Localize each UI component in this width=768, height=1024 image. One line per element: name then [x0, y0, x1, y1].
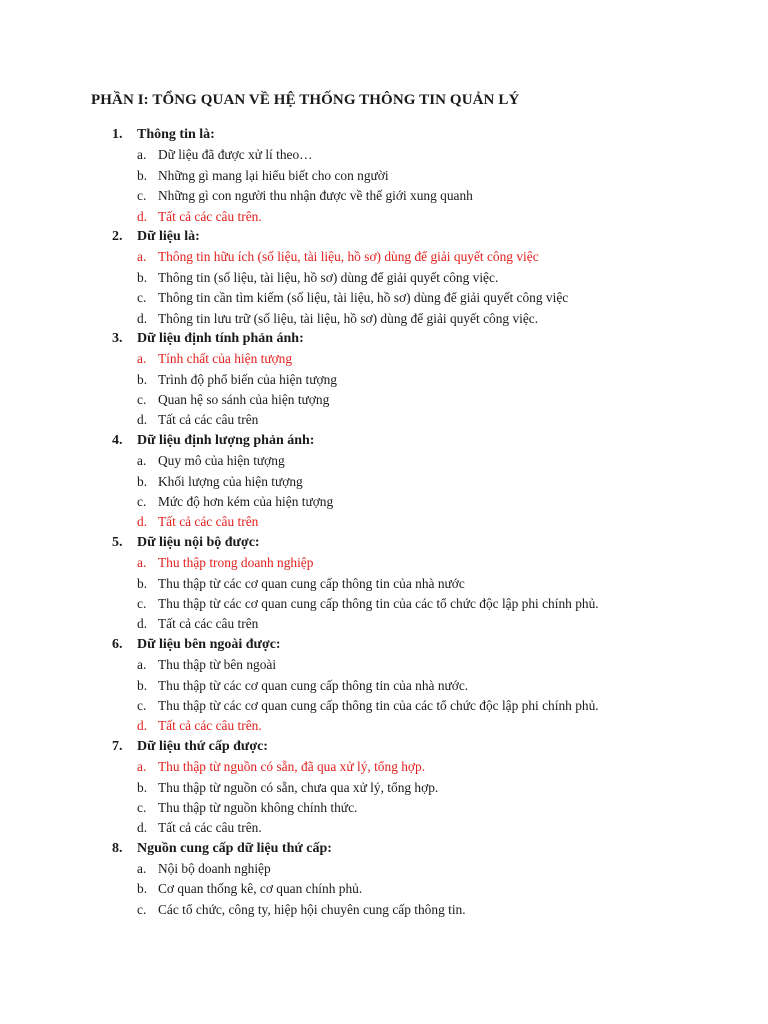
- option-letter: c.: [137, 901, 147, 917]
- answer-option: [0, 390, 768, 410]
- option-letter: c.: [137, 697, 147, 713]
- option-letter: a.: [137, 351, 147, 367]
- option-text: Mức độ hơn kém của hiện tượng: [158, 494, 334, 510]
- option-text: Những gì mang lại hiểu biết cho con người: [158, 167, 389, 183]
- question-text: Dữ liệu nội bộ được:: [137, 534, 260, 550]
- option-letter: d.: [137, 310, 148, 326]
- option-text: Cơ quan thống kê, cơ quan chính phủ.: [158, 881, 363, 897]
- answer-option: [0, 186, 768, 206]
- option-text: Nội bộ doanh nghiệp: [158, 861, 271, 877]
- option-text: Thu thập từ các cơ quan cung cấp thông tin của các tổ chức độc lập phi chính phủ.: [158, 595, 599, 611]
- answer-option: [0, 288, 768, 308]
- answer-option-correct: [0, 512, 768, 532]
- answer-option-correct: [0, 757, 768, 777]
- answer-option: [0, 451, 768, 471]
- answer-option: [0, 859, 768, 879]
- option-letter: c.: [137, 188, 147, 204]
- answer-option: [0, 594, 768, 614]
- question-number: 3.: [112, 330, 123, 346]
- option-text: Những gì con người thu nhận được về thế giới xung quanh: [158, 188, 473, 204]
- question-text: Dữ liệu định tính phản ánh:: [137, 330, 304, 346]
- option-letter: b.: [137, 167, 148, 183]
- answer-option-correct: [0, 553, 768, 573]
- question-text: Dữ liệu là:: [137, 228, 200, 244]
- question-6: [0, 635, 768, 655]
- answer-option-correct: [0, 349, 768, 369]
- answer-option: [0, 166, 768, 186]
- option-text: Tính chất của hiện tượng: [158, 351, 293, 367]
- option-text: Các tổ chức, công ty, hiệp hội chuyên cung cấp thông tin.: [158, 901, 466, 917]
- option-text: Thu thập từ nguồn có sẵn, đã qua xử lý, tổng hợp.: [158, 759, 426, 775]
- question-4: [0, 431, 768, 451]
- option-text: Thu thập từ bên ngoài: [158, 657, 277, 673]
- answer-option-correct: [0, 247, 768, 267]
- option-letter: c.: [137, 494, 147, 510]
- option-text: Thông tin cần tìm kiếm (số liệu, tài liệu, hồ sơ) dùng để giải quyết công việc: [158, 290, 569, 306]
- option-text: Quan hệ so sánh của hiện tượng: [158, 392, 330, 408]
- question-text: Dữ liệu định lượng phản ánh:: [137, 432, 315, 448]
- option-letter: b.: [137, 473, 148, 489]
- option-letter: a.: [137, 453, 147, 469]
- option-letter: b.: [137, 575, 148, 591]
- question-number: 2.: [112, 228, 123, 244]
- option-letter: a.: [137, 249, 147, 265]
- option-text: Tất cả các câu trên: [158, 412, 259, 428]
- answer-option: [0, 696, 768, 716]
- answer-option: [0, 410, 768, 430]
- option-text: Thu thập từ các cơ quan cung cấp thông tin của các tổ chức độc lập phi chính phủ.: [158, 697, 599, 713]
- option-letter: d.: [137, 820, 148, 836]
- question-8: [0, 839, 768, 859]
- answer-option: [0, 778, 768, 798]
- question-number: 1.: [112, 127, 123, 142]
- question-text: Dữ liệu bên ngoài được:: [137, 636, 281, 652]
- answer-option: [0, 268, 768, 288]
- option-letter: d.: [137, 514, 148, 530]
- option-text: Tất cả các câu trên: [158, 616, 259, 632]
- option-text: Thu thập từ nguồn không chính thức.: [158, 799, 358, 815]
- option-text: Thông tin (số liệu, tài liệu, hồ sơ) dùng để giải quyết công việc.: [158, 269, 499, 285]
- answer-option-correct: [0, 716, 768, 736]
- option-letter: b.: [137, 371, 148, 387]
- option-letter: d.: [137, 616, 148, 632]
- option-text: Tất cả các câu trên.: [158, 718, 262, 734]
- option-text: Thông tin hữu ích (số liệu, tài liệu, hồ sơ) dùng để giải quyết công việc: [158, 249, 539, 265]
- option-letter: c.: [137, 595, 147, 611]
- option-letter: a.: [137, 657, 147, 673]
- option-text: Thu thập từ các cơ quan cung cấp thông tin của nhà nước.: [158, 677, 469, 693]
- question-number: 7.: [112, 738, 123, 754]
- answer-option: [0, 614, 768, 634]
- option-letter: a.: [137, 759, 147, 775]
- answer-option: [0, 370, 768, 390]
- answer-option: [0, 900, 768, 920]
- question-7: [0, 737, 768, 757]
- answer-option: [0, 676, 768, 696]
- question-1: [0, 125, 768, 145]
- option-text: Thu thập từ các cơ quan cung cấp thông tin của nhà nước: [158, 575, 465, 591]
- answer-option: [0, 574, 768, 594]
- option-text: Dữ liệu đã được xử lí theo…: [158, 147, 313, 163]
- option-text: Khối lượng của hiện tượng: [158, 473, 303, 489]
- option-text: Thu thập từ nguồn có sẵn, chưa qua xử lý, tổng hợp.: [158, 779, 439, 795]
- question-5: [0, 533, 768, 553]
- question-list: [0, 125, 768, 920]
- question-number: 6.: [112, 636, 123, 652]
- option-letter: d.: [137, 208, 148, 224]
- option-text: Quy mô của hiện tượng: [158, 453, 285, 469]
- option-letter: c.: [137, 290, 147, 306]
- option-letter: d.: [137, 412, 148, 428]
- option-letter: b.: [137, 881, 148, 897]
- question-2: [0, 227, 768, 247]
- answer-option: [0, 879, 768, 899]
- option-letter: d.: [137, 718, 148, 734]
- option-letter: a.: [137, 861, 147, 877]
- question-number: 4.: [112, 432, 123, 448]
- answer-option: [0, 472, 768, 492]
- answer-option-correct: [0, 207, 768, 227]
- answer-option: [0, 655, 768, 675]
- option-text: Thu thập trong doanh nghiệp: [158, 555, 314, 571]
- option-text: Tất cả các câu trên.: [158, 208, 262, 224]
- answer-option: [0, 798, 768, 818]
- option-letter: c.: [137, 799, 147, 815]
- answer-option: [0, 492, 768, 512]
- question-text: Thông tin là:: [137, 127, 215, 142]
- option-text: Tất cả các câu trên: [158, 514, 259, 530]
- question-number: 8.: [112, 840, 123, 856]
- option-text: Trình độ phổ biến của hiện tượng: [158, 371, 337, 387]
- option-letter: b.: [137, 677, 148, 693]
- question-text: Nguồn cung cấp dữ liệu thứ cấp:: [137, 840, 332, 856]
- question-text: Dữ liệu thứ cấp được:: [137, 738, 268, 754]
- option-text: Thông tin lưu trữ (số liệu, tài liệu, hồ sơ) dùng để giải quyết công việc.: [158, 310, 539, 326]
- option-letter: c.: [137, 392, 147, 408]
- answer-option: [0, 818, 768, 838]
- option-letter: a.: [137, 147, 147, 163]
- option-letter: b.: [137, 269, 148, 285]
- option-letter: b.: [137, 779, 148, 795]
- page-title: PHẦN I: TỔNG QUAN VỀ HỆ THỐNG THÔNG TIN QUẢN LÝ: [91, 92, 520, 108]
- question-3: [0, 329, 768, 349]
- option-text: Tất cả các câu trên.: [158, 820, 262, 836]
- option-letter: a.: [137, 555, 147, 571]
- question-number: 5.: [112, 534, 123, 550]
- answer-option: [0, 145, 768, 165]
- answer-option: [0, 309, 768, 329]
